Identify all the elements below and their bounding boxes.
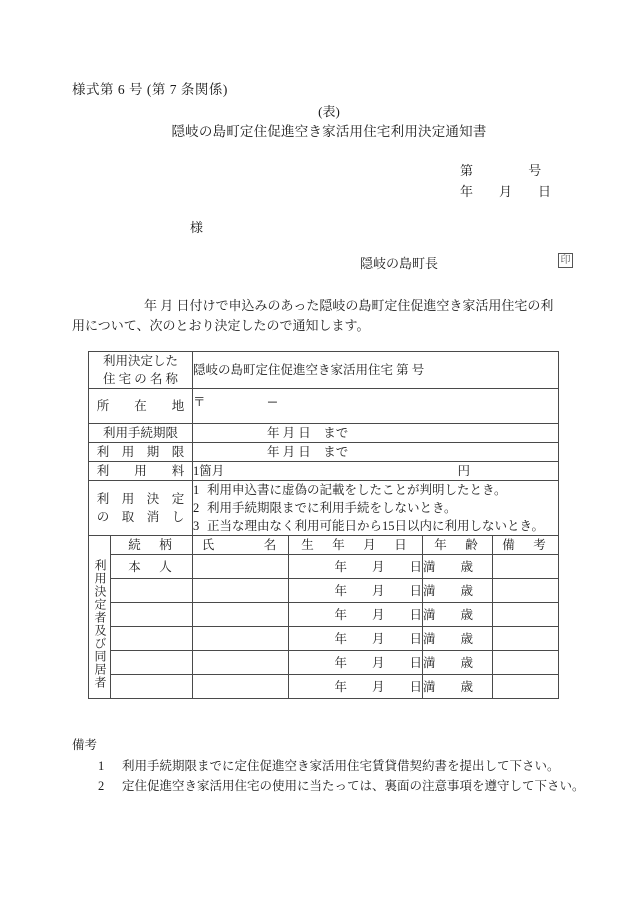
person-relation[interactable]: [111, 651, 193, 675]
fee-value-right: 円: [457, 464, 471, 478]
person-name[interactable]: [193, 651, 289, 675]
table-row-use-period: [89, 443, 559, 462]
cancellation-label-line1: 利 用 決 定: [96, 492, 185, 506]
person-age[interactable]: 満 歳: [423, 651, 493, 675]
body-paragraph: [72, 296, 564, 336]
person-age[interactable]: 満 歳: [423, 555, 493, 579]
person-birthdate[interactable]: 年 月 日: [289, 627, 423, 651]
person-remarks[interactable]: [493, 675, 559, 699]
table-row-person: [89, 579, 559, 603]
table-row-cancellation: [89, 481, 559, 536]
addressee-suffix: 様: [190, 220, 204, 235]
house-name-label-line1: 利用決定した: [103, 354, 179, 368]
person-name[interactable]: [193, 627, 289, 651]
decision-details-table: [88, 351, 559, 699]
address-value[interactable]: 〒 ─: [193, 389, 559, 424]
person-relation[interactable]: 本 人: [111, 555, 193, 579]
address-label: 所 在 地: [89, 389, 193, 424]
persons-header-name: 氏 名: [193, 536, 289, 555]
person-name[interactable]: [193, 603, 289, 627]
table-row-address: [89, 389, 559, 424]
table-row-person: [89, 555, 559, 579]
persons-header-age: 年 齢: [423, 536, 493, 555]
person-name[interactable]: [193, 579, 289, 603]
cancellation-item-text: 利用手続期限までに利用手続をしないとき。: [207, 501, 457, 515]
person-name[interactable]: [193, 555, 289, 579]
cancellation-item: [193, 499, 558, 517]
document-number-field: 第 号: [460, 163, 542, 178]
person-birthdate[interactable]: 年 月 日: [289, 675, 423, 699]
fee-label: 利 用 料: [89, 462, 193, 481]
footer-notes: [72, 735, 585, 796]
person-birthdate[interactable]: 年 月 日: [289, 555, 423, 579]
person-birthdate[interactable]: 年 月 日: [289, 651, 423, 675]
body-paragraph-line-1: 年 月 日付けで申込みのあった隠岐の島町定住促進空き家活用住宅: [144, 298, 528, 313]
note-item-text: 定住促進空き家活用住宅の使用に当たっては、裏面の注意事項を遵守して下さい。: [122, 779, 585, 793]
person-age[interactable]: 満 歳: [423, 675, 493, 699]
cancellation-item: [193, 517, 558, 535]
table-row-person: [89, 627, 559, 651]
person-remarks[interactable]: [493, 579, 559, 603]
person-relation[interactable]: [111, 579, 193, 603]
person-name[interactable]: [193, 675, 289, 699]
body-paragraph-line-2: の利用について、次のとおり決定したので通知します。: [72, 298, 554, 333]
person-age[interactable]: 満 歳: [423, 627, 493, 651]
note-item-number: 2: [98, 779, 105, 793]
note-item: [72, 756, 572, 776]
fee-value-left: 1箇月: [193, 464, 225, 478]
cancellation-label-line2: の 取 消 し: [96, 510, 185, 524]
side-label: (表): [318, 104, 340, 119]
person-remarks[interactable]: [493, 627, 559, 651]
cancellation-item: [193, 481, 558, 499]
persons-header-remarks: 備 考: [493, 536, 559, 555]
use-period-value[interactable]: 年 月 日 まで: [193, 443, 559, 462]
notes-title: 備考: [72, 738, 98, 752]
cancellation-item-number: 3: [193, 519, 200, 533]
procedure-deadline-label: 利用手続期限: [89, 424, 193, 443]
seal-icon: 印: [558, 253, 573, 268]
persons-header-birthdate: 生 年 月 日: [289, 536, 423, 555]
cancellation-item-text: 利用申込書に虚偽の記載をしたことが判明したとき。: [207, 483, 507, 497]
house-name-label: [89, 352, 193, 389]
person-age[interactable]: 満 歳: [423, 579, 493, 603]
persons-header-relation: 続 柄: [111, 536, 193, 555]
house-name-label-line2: 住 宅 の 名 称: [103, 372, 179, 386]
use-period-label: 利 用 期 限: [89, 443, 193, 462]
note-item: [72, 776, 585, 796]
table-row-procedure-deadline: [89, 424, 559, 443]
person-age[interactable]: 満 歳: [423, 603, 493, 627]
table-row-person: [89, 675, 559, 699]
procedure-deadline-value[interactable]: 年 月 日 まで: [193, 424, 559, 443]
document-date-field: 年 月 日: [460, 184, 552, 199]
table-row-person: [89, 603, 559, 627]
person-relation[interactable]: [111, 627, 193, 651]
document-title: 隠岐の島町定住促進空き家活用住宅利用決定通知書: [171, 124, 487, 139]
person-remarks[interactable]: [493, 651, 559, 675]
person-birthdate[interactable]: 年 月 日: [289, 579, 423, 603]
table-row-house-name: [89, 352, 559, 389]
form-number: 様式第 6 号 (第 7 条関係): [72, 82, 228, 97]
note-item-text: 利用手続期限までに定住促進空き家活用住宅賃貸借契約書を提出して下さい。: [122, 759, 560, 773]
fee-value[interactable]: [193, 462, 559, 481]
table-row-persons-header: [89, 536, 559, 555]
cancellation-item-number: 2: [193, 501, 200, 515]
cancellation-item-text: 正当な理由なく利用可能日から15日以内に利用しないとき。: [207, 519, 545, 533]
person-remarks[interactable]: [493, 603, 559, 627]
person-relation[interactable]: [111, 603, 193, 627]
note-item-number: 1: [98, 759, 105, 773]
table-row-fee: [89, 462, 559, 481]
persons-vertical-label-text: 利用決定者及び同居者: [93, 558, 107, 689]
cancellation-conditions: [193, 481, 559, 536]
persons-vertical-label: [89, 555, 111, 699]
cancellation-item-number: 1: [193, 483, 200, 497]
table-row-person: [89, 651, 559, 675]
house-name-value[interactable]: 隠岐の島町定住促進空き家活用住宅 第 号: [193, 352, 559, 389]
cancellation-label: [89, 481, 193, 536]
person-remarks[interactable]: [493, 555, 559, 579]
issuer-name: 隠岐の島町長: [360, 256, 439, 271]
person-relation[interactable]: [111, 675, 193, 699]
person-birthdate[interactable]: 年 月 日: [289, 603, 423, 627]
